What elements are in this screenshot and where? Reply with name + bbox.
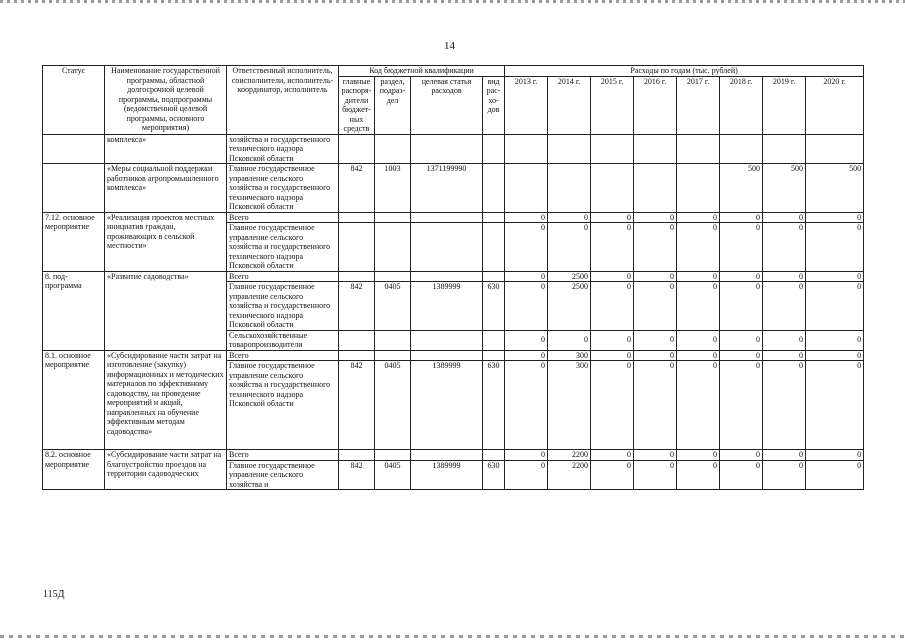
- col-grbs-header: главные распоря-дители бюджет-ных средств: [339, 76, 375, 134]
- cell-value: 0: [677, 271, 720, 282]
- cell-value: 0: [677, 450, 720, 461]
- table-row: [43, 350, 864, 361]
- cell-vr: [483, 350, 505, 361]
- cell-value: 0: [634, 223, 677, 272]
- cell-value: [548, 134, 591, 164]
- cell-grbs: 842: [339, 282, 375, 331]
- cell-target: [411, 330, 483, 350]
- cell-value: 0: [548, 223, 591, 272]
- table-row: [43, 450, 864, 461]
- cell-vr: 630: [483, 282, 505, 331]
- cell-grbs: [339, 134, 375, 164]
- cell-value: 0: [763, 282, 806, 331]
- cell-grbs: [339, 350, 375, 361]
- cell-name: «Субсидирование части затрат на изготовление (закупку) информационных и методических материалов по эффективному садоводству, на проведение мероприятий и акций, направленных на обучение эффективным методам садоводства»: [105, 350, 227, 450]
- cell-value: 0: [806, 223, 864, 272]
- cell-value: 0: [763, 460, 806, 490]
- cell-section: [375, 450, 411, 461]
- cell-vr: [483, 134, 505, 164]
- cell-target: [411, 271, 483, 282]
- cell-value: 0: [720, 271, 763, 282]
- cell-status: 8. под-программа: [43, 271, 105, 350]
- cell-section: 0405: [375, 460, 411, 490]
- col-year-header: 2018 г.: [720, 76, 763, 134]
- cell-value: 0: [763, 212, 806, 223]
- cell-value: 0: [634, 361, 677, 450]
- cell-executor: Главное государственное управление сельского хозяйства и государственного технического надзора Псковской области: [227, 361, 339, 450]
- col-year-header: 2019 г.: [763, 76, 806, 134]
- cell-value: 0: [591, 212, 634, 223]
- cell-value: 0: [806, 460, 864, 490]
- cell-value: 0: [763, 450, 806, 461]
- cell-value: 0: [591, 350, 634, 361]
- cell-grbs: [339, 223, 375, 272]
- table-row: [43, 134, 864, 164]
- col-year-header: 2020 г.: [806, 76, 864, 134]
- page-number: 14: [444, 40, 455, 52]
- cell-value: 0: [505, 350, 548, 361]
- cell-value: 0: [720, 223, 763, 272]
- cell-value: [505, 164, 548, 213]
- cell-value: 0: [505, 282, 548, 331]
- table-row: [43, 271, 864, 282]
- scan-edge-bottom: [0, 635, 905, 638]
- cell-grbs: [339, 450, 375, 461]
- cell-value: 0: [720, 282, 763, 331]
- col-status-header: Статус: [43, 66, 105, 135]
- cell-value: [763, 134, 806, 164]
- cell-value: 0: [806, 361, 864, 450]
- cell-value: 0: [634, 450, 677, 461]
- col-year-header: 2015 г.: [591, 76, 634, 134]
- cell-value: 0: [505, 330, 548, 350]
- cell-value: 0: [677, 212, 720, 223]
- cell-value: 0: [505, 271, 548, 282]
- cell-value: 0: [505, 212, 548, 223]
- cell-section: 0405: [375, 282, 411, 331]
- cell-name: «Меры социальной поддержки работников агропромышленного комплекса»: [105, 164, 227, 213]
- cell-vr: [483, 450, 505, 461]
- cell-vr: 630: [483, 361, 505, 450]
- cell-value: 0: [591, 330, 634, 350]
- cell-value: 0: [720, 450, 763, 461]
- cell-target: 1371199990: [411, 164, 483, 213]
- cell-name: «Развитие садоводства»: [105, 271, 227, 350]
- cell-name: «Субсидирование части затрат на благоустройство проездов на территории садоводческих: [105, 450, 227, 490]
- cell-grbs: [339, 330, 375, 350]
- cell-value: 0: [677, 350, 720, 361]
- cell-target: 1389999: [411, 282, 483, 331]
- cell-value: 2200: [548, 450, 591, 461]
- cell-value: [677, 134, 720, 164]
- cell-status: 7.12. основное мероприятие: [43, 212, 105, 271]
- cell-target: 1389999: [411, 460, 483, 490]
- cell-value: 0: [806, 212, 864, 223]
- cell-target: [411, 450, 483, 461]
- cell-value: 500: [806, 164, 864, 213]
- cell-value: 0: [591, 282, 634, 331]
- cell-value: 0: [720, 350, 763, 361]
- cell-value: [505, 134, 548, 164]
- cell-value: 0: [720, 361, 763, 450]
- cell-value: [591, 134, 634, 164]
- cell-value: [677, 164, 720, 213]
- cell-section: [375, 350, 411, 361]
- cell-executor: Всего: [227, 350, 339, 361]
- cell-vr: [483, 223, 505, 272]
- cell-value: 2500: [548, 282, 591, 331]
- cell-status: [43, 134, 105, 164]
- cell-value: 0: [720, 330, 763, 350]
- cell-grbs: 842: [339, 460, 375, 490]
- cell-value: 0: [634, 460, 677, 490]
- cell-value: 0: [634, 212, 677, 223]
- cell-vr: [483, 271, 505, 282]
- cell-value: 0: [591, 223, 634, 272]
- scan-edge-top: [0, 0, 905, 3]
- cell-value: 500: [763, 164, 806, 213]
- cell-name: «Реализация проектов местных инициатив граждан, проживающих в сельской местности»: [105, 212, 227, 271]
- cell-executor: Сельскохозяйственные товаропроизводители: [227, 330, 339, 350]
- cell-value: 0: [505, 460, 548, 490]
- cell-value: [634, 134, 677, 164]
- table-row: [43, 212, 864, 223]
- cell-executor: Всего: [227, 212, 339, 223]
- col-budget-code-header: Код бюджетной квалификации: [339, 66, 505, 77]
- cell-executor: Главное государственное управление сельского хозяйства и государственного технического надзора Псковской области: [227, 282, 339, 331]
- cell-executor: Главное государственное управление сельского хозяйства и государственного технического надзора Псковской области: [227, 164, 339, 213]
- cell-section: 0405: [375, 361, 411, 450]
- cell-value: 0: [591, 361, 634, 450]
- cell-section: [375, 134, 411, 164]
- col-year-header: 2013 г.: [505, 76, 548, 134]
- cell-value: 2500: [548, 271, 591, 282]
- cell-value: 0: [591, 450, 634, 461]
- cell-value: 0: [505, 361, 548, 450]
- cell-value: 0: [591, 460, 634, 490]
- cell-value: [548, 164, 591, 213]
- cell-value: 500: [720, 164, 763, 213]
- cell-executor: Всего: [227, 271, 339, 282]
- cell-value: 0: [677, 460, 720, 490]
- cell-value: 0: [505, 450, 548, 461]
- cell-value: 0: [763, 361, 806, 450]
- cell-value: 300: [548, 350, 591, 361]
- cell-value: 0: [806, 330, 864, 350]
- cell-name: комплекса»: [105, 134, 227, 164]
- cell-status: 8.1. основное мероприятие: [43, 350, 105, 450]
- cell-value: [634, 164, 677, 213]
- cell-grbs: [339, 271, 375, 282]
- cell-section: 1003: [375, 164, 411, 213]
- cell-value: 0: [763, 271, 806, 282]
- cell-executor: хозяйства и государственного технического надзора Псковской области: [227, 134, 339, 164]
- cell-grbs: 842: [339, 164, 375, 213]
- cell-executor: Главное государственное управление сельского хозяйства и: [227, 460, 339, 490]
- col-target-header: целевая статья расходов: [411, 76, 483, 134]
- cell-status: 8.2. основное мероприятие: [43, 450, 105, 490]
- col-year-header: 2016 г.: [634, 76, 677, 134]
- col-name-header: Наименование государственной программы, областной долгосрочной целевой программы, подпрограммы (ведомственной целевой программы, основного мероприятия): [105, 66, 227, 135]
- cell-value: 0: [763, 350, 806, 361]
- cell-vr: [483, 164, 505, 213]
- col-year-header: 2014 г.: [548, 76, 591, 134]
- cell-value: [720, 134, 763, 164]
- cell-value: 0: [720, 460, 763, 490]
- cell-section: [375, 223, 411, 272]
- cell-target: 1389999: [411, 361, 483, 450]
- cell-value: 0: [720, 212, 763, 223]
- cell-value: [591, 164, 634, 213]
- cell-grbs: 842: [339, 361, 375, 450]
- cell-value: 0: [634, 350, 677, 361]
- cell-target: [411, 350, 483, 361]
- cell-value: 0: [763, 330, 806, 350]
- cell-executor: Всего: [227, 450, 339, 461]
- cell-value: 0: [634, 271, 677, 282]
- cell-section: [375, 271, 411, 282]
- cell-value: 2200: [548, 460, 591, 490]
- cell-value: 0: [634, 282, 677, 331]
- footer-code: 115Д: [43, 589, 65, 600]
- header-row-1: [43, 66, 864, 77]
- cell-executor: Главное государственное управление сельского хозяйства и государственного технического надзора Псковской области: [227, 223, 339, 272]
- cell-value: 0: [677, 282, 720, 331]
- cell-value: 0: [677, 330, 720, 350]
- cell-value: 0: [806, 282, 864, 331]
- cell-value: 300: [548, 361, 591, 450]
- cell-value: 0: [505, 223, 548, 272]
- cell-value: [806, 134, 864, 164]
- cell-value: 0: [806, 271, 864, 282]
- cell-section: [375, 212, 411, 223]
- cell-target: [411, 134, 483, 164]
- cell-value: 0: [634, 330, 677, 350]
- cell-value: 0: [806, 350, 864, 361]
- cell-vr: [483, 212, 505, 223]
- cell-vr: 630: [483, 460, 505, 490]
- cell-target: [411, 212, 483, 223]
- expenses-table: [42, 65, 864, 490]
- col-expenses-header: Расходы по годам (тыс. рублей): [505, 66, 864, 77]
- cell-status: [43, 164, 105, 213]
- cell-value: 0: [591, 271, 634, 282]
- cell-vr: [483, 330, 505, 350]
- table-row: [43, 164, 864, 213]
- col-year-header: 2017 г.: [677, 76, 720, 134]
- cell-value: 0: [677, 361, 720, 450]
- cell-target: [411, 223, 483, 272]
- cell-value: 0: [806, 450, 864, 461]
- cell-value: 0: [677, 223, 720, 272]
- cell-grbs: [339, 212, 375, 223]
- col-executor-header: Ответственный исполнитель, соисполнители, исполнитель-координатор, исполнитель: [227, 66, 339, 135]
- cell-value: 0: [548, 330, 591, 350]
- cell-section: [375, 330, 411, 350]
- cell-value: 0: [548, 212, 591, 223]
- cell-value: 0: [763, 223, 806, 272]
- col-vr-header: вид рас-хо-дов: [483, 76, 505, 134]
- col-section-header: раздел, подраз-дел: [375, 76, 411, 134]
